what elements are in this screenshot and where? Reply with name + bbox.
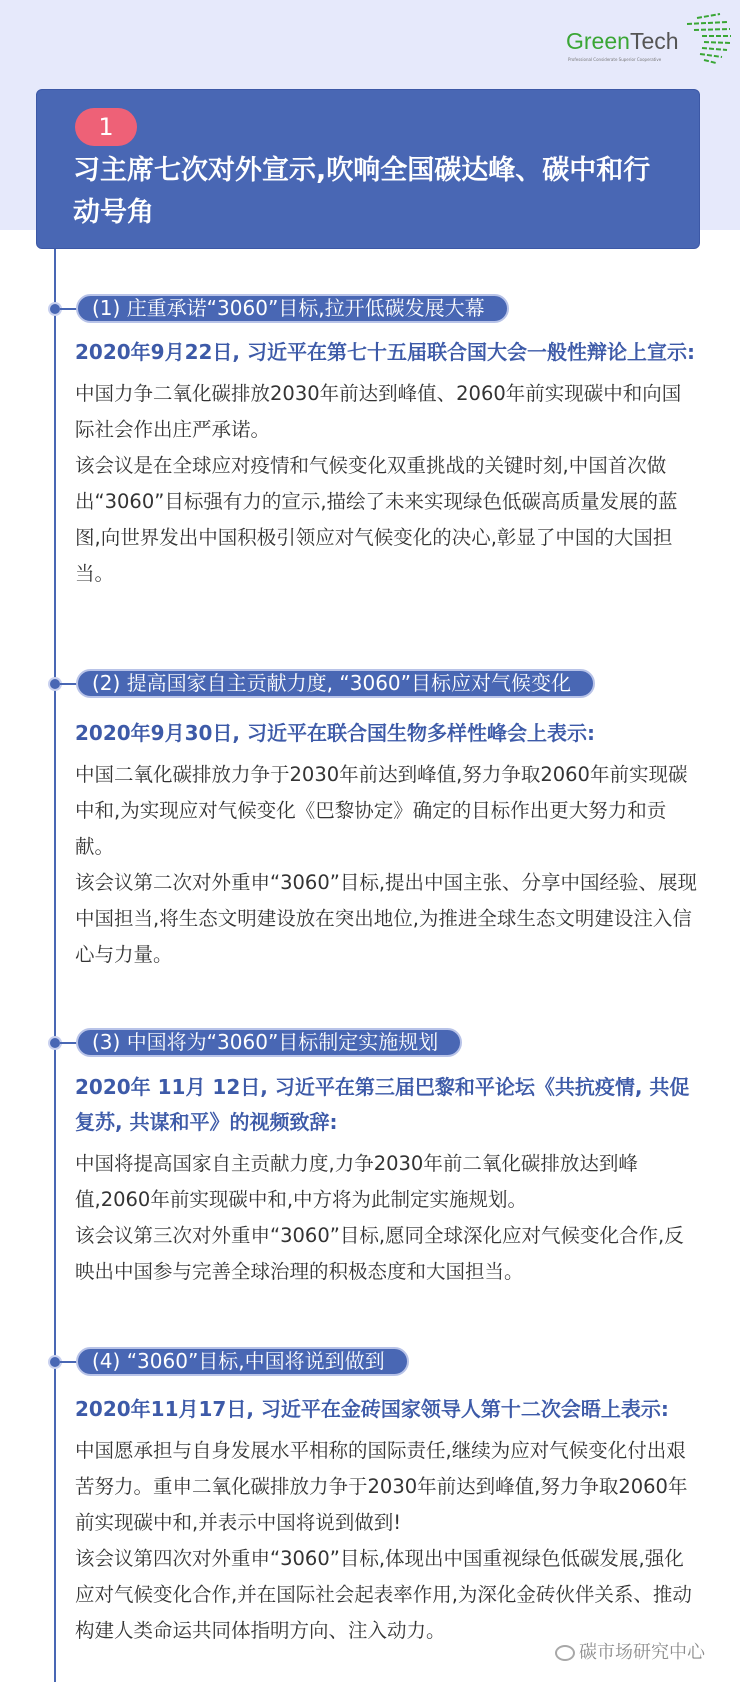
- section-title: 习主席七次对外宣示,吹响全国碳达峰、碳中和行动号角: [73, 155, 651, 228]
- greentech-logo: [560, 10, 735, 66]
- item-paragraph: 中国力争二氧化碳排放2030年前达到峰值、2060年前实现碳中和向国际社会作出庄严承诺。: [75, 382, 682, 441]
- item-paragraph: 该会议第二次对外重申“3060”目标,提出中国主张、分享中国经验、展现中国担当,将生态文明建设放在突出地位,为推进全球生态文明建设注入信心与力量。: [75, 871, 698, 966]
- item-date-heading: 2020年 11月 12日, 习近平在第三届巴黎和平论坛《共抗疫情, 共促复苏, 共谋和平》的视频致辞:: [75, 1075, 690, 1134]
- item-paragraph: 中国二氧化碳排放力争于2030年前达到峰值,努力争取2060年前实现碳中和,为实现应对气候变化《巴黎协定》确定的目标作出更大努力和贡献。: [75, 763, 688, 858]
- item-paragraph: 该会议第四次对外重申“3060”目标,体现出中国重视绿色低碳发展,强化应对气候变化合作,并在国际社会起表率作用,为深化金砖伙伴关系、推动构建人类命运共同体指明方向、注入动力。: [75, 1547, 692, 1642]
- item-label-pill: (1) 庄重承诺“3060”目标,拉开低碳发展大幕: [76, 294, 509, 323]
- timeline-line: [54, 249, 56, 1682]
- item-label-pill: (3) 中国将为“3060”目标制定实施规划: [76, 1028, 462, 1057]
- section-number-badge: 1: [75, 108, 137, 146]
- wechat-icon: [555, 1645, 575, 1661]
- item-paragraph: 该会议是在全球应对疫情和气候变化双重挑战的关键时刻,中国首次做出“3060”目标强有力的宣示,描绘了未来实现绿色低碳高质量发展的蓝图,向世界发出中国积极引领应对气候变化的决心,彰显了中国的大国担当。: [75, 454, 678, 585]
- item-body: [75, 716, 700, 973]
- item-body: [75, 1070, 700, 1290]
- globe-lines-icon: [672, 10, 732, 66]
- item-date-heading: 2020年11月17日, 习近平在金砖国家领导人第十二次会晤上表示:: [75, 1397, 669, 1421]
- logo-tagline: Professional Considerate Superior Cooperative: [568, 57, 662, 62]
- item-date-heading: 2020年9月22日, 习近平在第七十五届联合国大会一般性辩论上宣示:: [75, 340, 695, 364]
- section-header-card: [36, 89, 700, 249]
- logo-text-green: Green: [566, 28, 630, 54]
- item-label-pill: (2) 提高国家自主贡献力度, “3060”目标应对气候变化: [76, 669, 595, 698]
- item-paragraph: 中国愿承担与自身发展水平相称的国际责任,继续为应对气候变化付出艰苦努力。重申二氧化碳排放力争于2030年前达到峰值,努力争取2060年前实现碳中和,并表示中国将说到做到!: [75, 1439, 688, 1534]
- watermark: [555, 1638, 705, 1664]
- item-date-heading: 2020年9月30日, 习近平在联合国生物多样性峰会上表示:: [75, 721, 595, 745]
- logo-text-grey: Tech: [629, 28, 679, 54]
- watermark-text: 碳市场研究中心: [579, 1642, 705, 1663]
- item-paragraph: 该会议第三次对外重申“3060”目标,愿同全球深化应对气候变化合作,反映出中国参与完善全球治理的积极态度和大国担当。: [75, 1224, 684, 1283]
- item-label-pill: (4) “3060”目标,中国将说到做到: [76, 1347, 409, 1376]
- item-body: [75, 1392, 700, 1649]
- item-body: [75, 335, 700, 592]
- item-paragraph: 中国将提高国家自主贡献力度,力争2030年前二氧化碳排放达到峰值,2060年前实现碳中和,中方将为此制定实施规划。: [75, 1152, 638, 1211]
